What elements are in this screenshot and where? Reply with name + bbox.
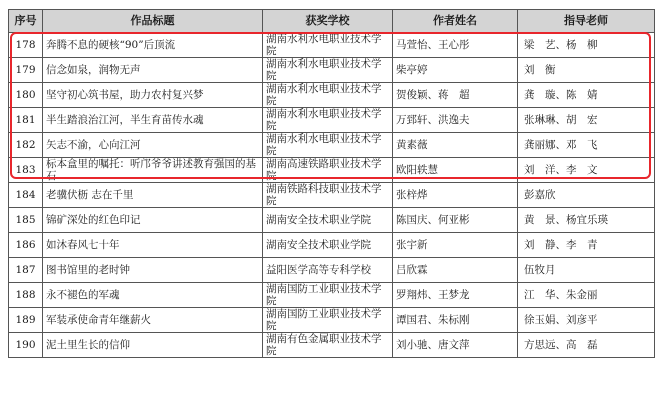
row-authors: 万郅轩、洪逸夫 (393, 108, 518, 133)
row-school: 湖南水利水电职业技术学院 (263, 33, 393, 58)
row-title: 如沐春风七十年 (43, 233, 263, 258)
header-title: 作品标题 (43, 10, 263, 33)
row-number: 181 (9, 108, 43, 133)
row-teachers: 彭嘉欣 (518, 183, 655, 208)
row-authors: 张梓烨 (393, 183, 518, 208)
row-school: 益阳医学高等专科学校 (263, 258, 393, 283)
row-number: 178 (9, 33, 43, 58)
row-school: 湖南铁路科技职业技术学院 (263, 183, 393, 208)
row-title: 永不褪色的军魂 (43, 283, 263, 308)
row-title: 军装承使命青年继薪火 (43, 308, 263, 333)
row-school: 湖南水利水电职业技术学院 (263, 83, 393, 108)
document-page (8, 9, 654, 358)
row-number: 186 (9, 233, 43, 258)
row-teachers: 徐玉娟、刘彦平 (518, 308, 655, 333)
row-title: 锦矿深处的红色印记 (43, 208, 263, 233)
table-row (9, 33, 655, 58)
row-school: 湖南水利水电职业技术学院 (263, 58, 393, 83)
row-school: 湖南国防工业职业技术学院 (263, 308, 393, 333)
row-teachers: 龚 璇、陈 婧 (518, 83, 655, 108)
row-number: 187 (9, 258, 43, 283)
row-teachers: 方思远、高 磊 (518, 333, 655, 358)
table-body (9, 33, 655, 358)
row-authors: 陈国庆、何亚彬 (393, 208, 518, 233)
awards-table (8, 9, 655, 358)
row-school: 湖南安全技术职业学院 (263, 233, 393, 258)
table-row (9, 208, 655, 233)
table-row (9, 83, 655, 108)
table-row (9, 158, 655, 183)
row-school: 湖南水利水电职业技术学院 (263, 133, 393, 158)
row-teachers: 江 华、朱金丽 (518, 283, 655, 308)
row-number: 189 (9, 308, 43, 333)
row-title: 泥土里生长的信仰 (43, 333, 263, 358)
row-title: 半生踏浪治江河，半生育苗传水魂 (43, 108, 263, 133)
row-teachers: 刘 衡 (518, 58, 655, 83)
row-teachers: 梁 艺、杨 柳 (518, 33, 655, 58)
row-title: 坚守初心筑书屋，助力农村复兴梦 (43, 83, 263, 108)
row-authors: 吕欣霖 (393, 258, 518, 283)
row-authors: 贺俊颖、蒋 超 (393, 83, 518, 108)
row-teachers: 刘 静、李 青 (518, 233, 655, 258)
row-number: 190 (9, 333, 43, 358)
table-row (9, 258, 655, 283)
row-teachers: 刘 洋、李 文 (518, 158, 655, 183)
row-number: 182 (9, 133, 43, 158)
row-number: 188 (9, 283, 43, 308)
row-teachers: 黄 景、杨宜乐瑛 (518, 208, 655, 233)
header-row (9, 10, 655, 33)
row-title: 标本盒里的嘱托：听邝爷爷讲述教育强国的基石 (43, 158, 263, 183)
header-school: 获奖学校 (263, 10, 393, 33)
row-school: 湖南有色金属职业技术学院 (263, 333, 393, 358)
row-title: 奔腾不息的硬核“90”后顶流 (43, 33, 263, 58)
row-school: 湖南国防工业职业技术学院 (263, 283, 393, 308)
table-row (9, 233, 655, 258)
row-authors: 欧阳轶慧 (393, 158, 518, 183)
row-authors: 柴亭婷 (393, 58, 518, 83)
row-title: 图书馆里的老时钟 (43, 258, 263, 283)
table-row (9, 308, 655, 333)
row-title: 信念如泉，润物无声 (43, 58, 263, 83)
row-authors: 黄素薇 (393, 133, 518, 158)
row-title: 老骥伏枥 志在千里 (43, 183, 263, 208)
row-number: 185 (9, 208, 43, 233)
table-header (9, 10, 655, 33)
row-teachers: 张琳琳、胡 宏 (518, 108, 655, 133)
row-school: 湖南安全技术职业学院 (263, 208, 393, 233)
row-title: 矢志不渝，心向江河 (43, 133, 263, 158)
row-number: 184 (9, 183, 43, 208)
header-number: 序号 (9, 10, 43, 33)
table-row (9, 58, 655, 83)
row-authors: 马萱怡、王心彤 (393, 33, 518, 58)
row-number: 183 (9, 158, 43, 183)
row-authors: 罗翔炜、王梦龙 (393, 283, 518, 308)
row-teachers: 伍牧月 (518, 258, 655, 283)
row-school: 湖南高速铁路职业技术学院 (263, 158, 393, 183)
header-authors: 作者姓名 (393, 10, 518, 33)
row-authors: 谭国君、朱标刚 (393, 308, 518, 333)
row-number: 180 (9, 83, 43, 108)
row-authors: 刘小驰、唐文萍 (393, 333, 518, 358)
row-authors: 张宇新 (393, 233, 518, 258)
table-row (9, 133, 655, 158)
row-school: 湖南水利水电职业技术学院 (263, 108, 393, 133)
header-teachers: 指导老师 (518, 10, 655, 33)
table-row (9, 283, 655, 308)
table-row (9, 333, 655, 358)
row-number: 179 (9, 58, 43, 83)
table-row (9, 183, 655, 208)
table-row (9, 108, 655, 133)
row-teachers: 龚丽娜、邓 飞 (518, 133, 655, 158)
